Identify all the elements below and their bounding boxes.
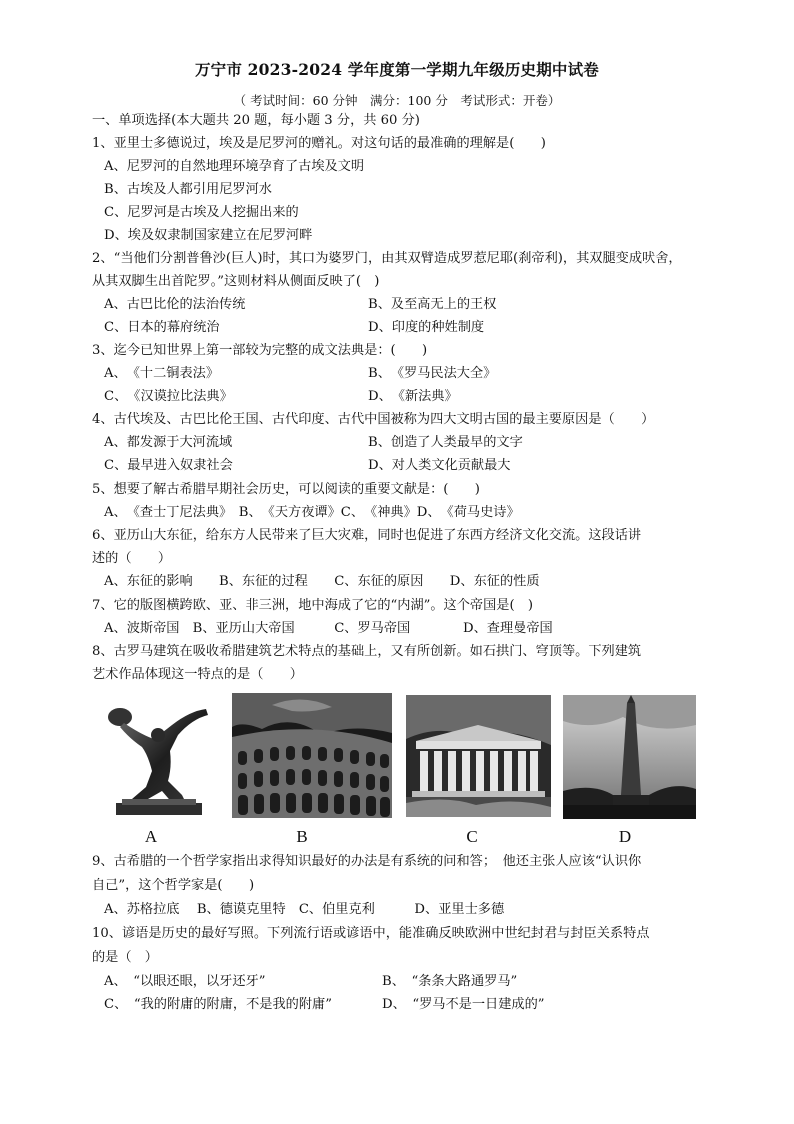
parthenon-photo — [406, 695, 551, 817]
question-3-option-d: D、 《新法典》 — [368, 389, 458, 404]
question-1-option-b: B、古埃及人都引用尼罗河水 — [104, 182, 272, 197]
question-4-option-c: C、最早进入奴隶社会 — [104, 458, 233, 473]
question-2-stem-line2: 从其双脚生出首陀罗。”这则材料从侧面反映了( ) — [92, 274, 380, 289]
question-7-stem: 7、它的版图横跨欧、亚、非三洲，地中海成了它的“内湖”。这个帝国是( ) — [92, 598, 533, 613]
question-1-option-d: D、埃及奴隶制国家建立在尼罗河畔 — [104, 228, 313, 243]
question-5-options: A、 《查士丁尼法典》 B、 《天方夜谭》C、 《神典》D、 《荷马史诗》 — [104, 505, 520, 520]
question-8-stem-line1: 8、古罗马建筑在吸收希腊建筑艺术特点的基础上，又有所创新。如石拱门、穹顶等。下列建筑 — [92, 644, 642, 659]
question-3-option-b: B、 《罗马民法大全》 — [368, 366, 497, 381]
question-4-option-b: B、创造了人类最早的文字 — [368, 435, 523, 450]
question-6-stem-line1: 6、亚历山大东征，给东方人民带来了巨大灾难，同时也促进了东西方经济文化交流。这段话讲 — [92, 528, 642, 543]
question-9-stem-line1: 9、古希腊的一个哲学家指出求得知识最好的办法是有系统的问和答； 他还主张人应该“认识你 — [92, 854, 642, 869]
question-10-stem-line2: 的是（ ） — [92, 950, 158, 965]
obelisk-photo — [563, 695, 696, 819]
exam-title: 万宁市 2023-2024 学年度第一学期九年级历史期中试卷 — [194, 60, 599, 79]
discus-thrower-statue-photo — [102, 695, 214, 817]
question-10-stem-line1: 10、谚语是历史的最好写照。下列流行语或谚语中，能准确反映欧洲中世纪封君与封臣关系特点 — [92, 926, 650, 941]
question-4-stem: 4、古代埃及、古巴比伦王国、古代印度、古代中国被称为四大文明古国的最主要原因是（ ） — [92, 412, 655, 427]
question-6-options: A、东征的影响 B、东征的过程 C、东征的原因 D、东征的性质 — [104, 574, 540, 589]
question-10-option-c: C、 “我的附庸的附庸，不是我的附庸” — [104, 997, 332, 1012]
image-label-d: D — [618, 827, 632, 846]
question-10-option-d: D、 “罗马不是一日建成的” — [382, 997, 545, 1012]
question-3-option-a: A、 《十二铜表法》 — [104, 366, 220, 381]
question-9-stem-line2: 自己”，这个哲学家是( ) — [92, 878, 255, 893]
question-10-option-b: B、 “条条大路通罗马” — [382, 974, 518, 989]
question-3-option-c: C、 《汉谟拉比法典》 — [104, 389, 233, 404]
question-4-option-a: A、都发源于大河流域 — [104, 435, 233, 450]
question-5-stem: 5、想要了解古希腊早期社会历史，可以阅读的重要文献是：( ) — [92, 482, 480, 497]
question-2-option-b: B、及至高无上的王权 — [368, 297, 497, 312]
question-4-option-d: D、对人类文化贡献最大 — [368, 458, 511, 473]
question-9-options: A、苏格拉底 B、德谟克里特 C、伯里克利 D、亚里士多德 — [104, 902, 505, 917]
question-3-stem: 3、迄今已知世界上第一部较为完整的成文法典是：( ) — [92, 343, 428, 358]
question-2-option-c: C、日本的幕府统治 — [104, 320, 220, 335]
question-1-option-c: C、尼罗河是古埃及人挖掘出来的 — [104, 205, 299, 220]
exam-subtitle: （ 考试时间：60 分钟 满分：100 分 考试形式：开卷） — [233, 93, 561, 108]
question-7-options: A、波斯帝国 B、亚历山大帝国 C、罗马帝国 D、查理曼帝国 — [104, 621, 553, 636]
question-6-stem-line2: 述的（ ） — [92, 551, 172, 566]
question-10-option-a: A、 “以眼还眼，以牙还牙” — [104, 974, 266, 989]
question-1-stem: 1、亚里士多德说过，埃及是尼罗河的赠礼。对这句话的最准确的理解是( ) — [92, 136, 546, 151]
question-2-option-a: A、古巴比伦的法治传统 — [104, 297, 246, 312]
colosseum-photo — [232, 693, 392, 818]
section-heading: 一、单项选择(本大题共 20 题，每小题 3 分，共 60 分) — [92, 113, 420, 128]
question-8-stem-line2: 艺术作品体现这一特点的是（ ） — [92, 667, 303, 682]
image-label-a: A — [144, 827, 158, 846]
image-label-c: C — [466, 827, 478, 846]
image-label-b: B — [296, 827, 308, 846]
question-2-stem-line1: 2、“当他们分割普鲁沙(巨人)时，其口为婆罗门，由其双臂造成罗惹尼耶(刹帝利)，其双腿变成吠舍， — [92, 251, 682, 266]
question-1-option-a: A、尼罗河的自然地理环境孕育了古埃及文明 — [104, 159, 365, 174]
question-2-option-d: D、印度的种姓制度 — [368, 320, 485, 335]
